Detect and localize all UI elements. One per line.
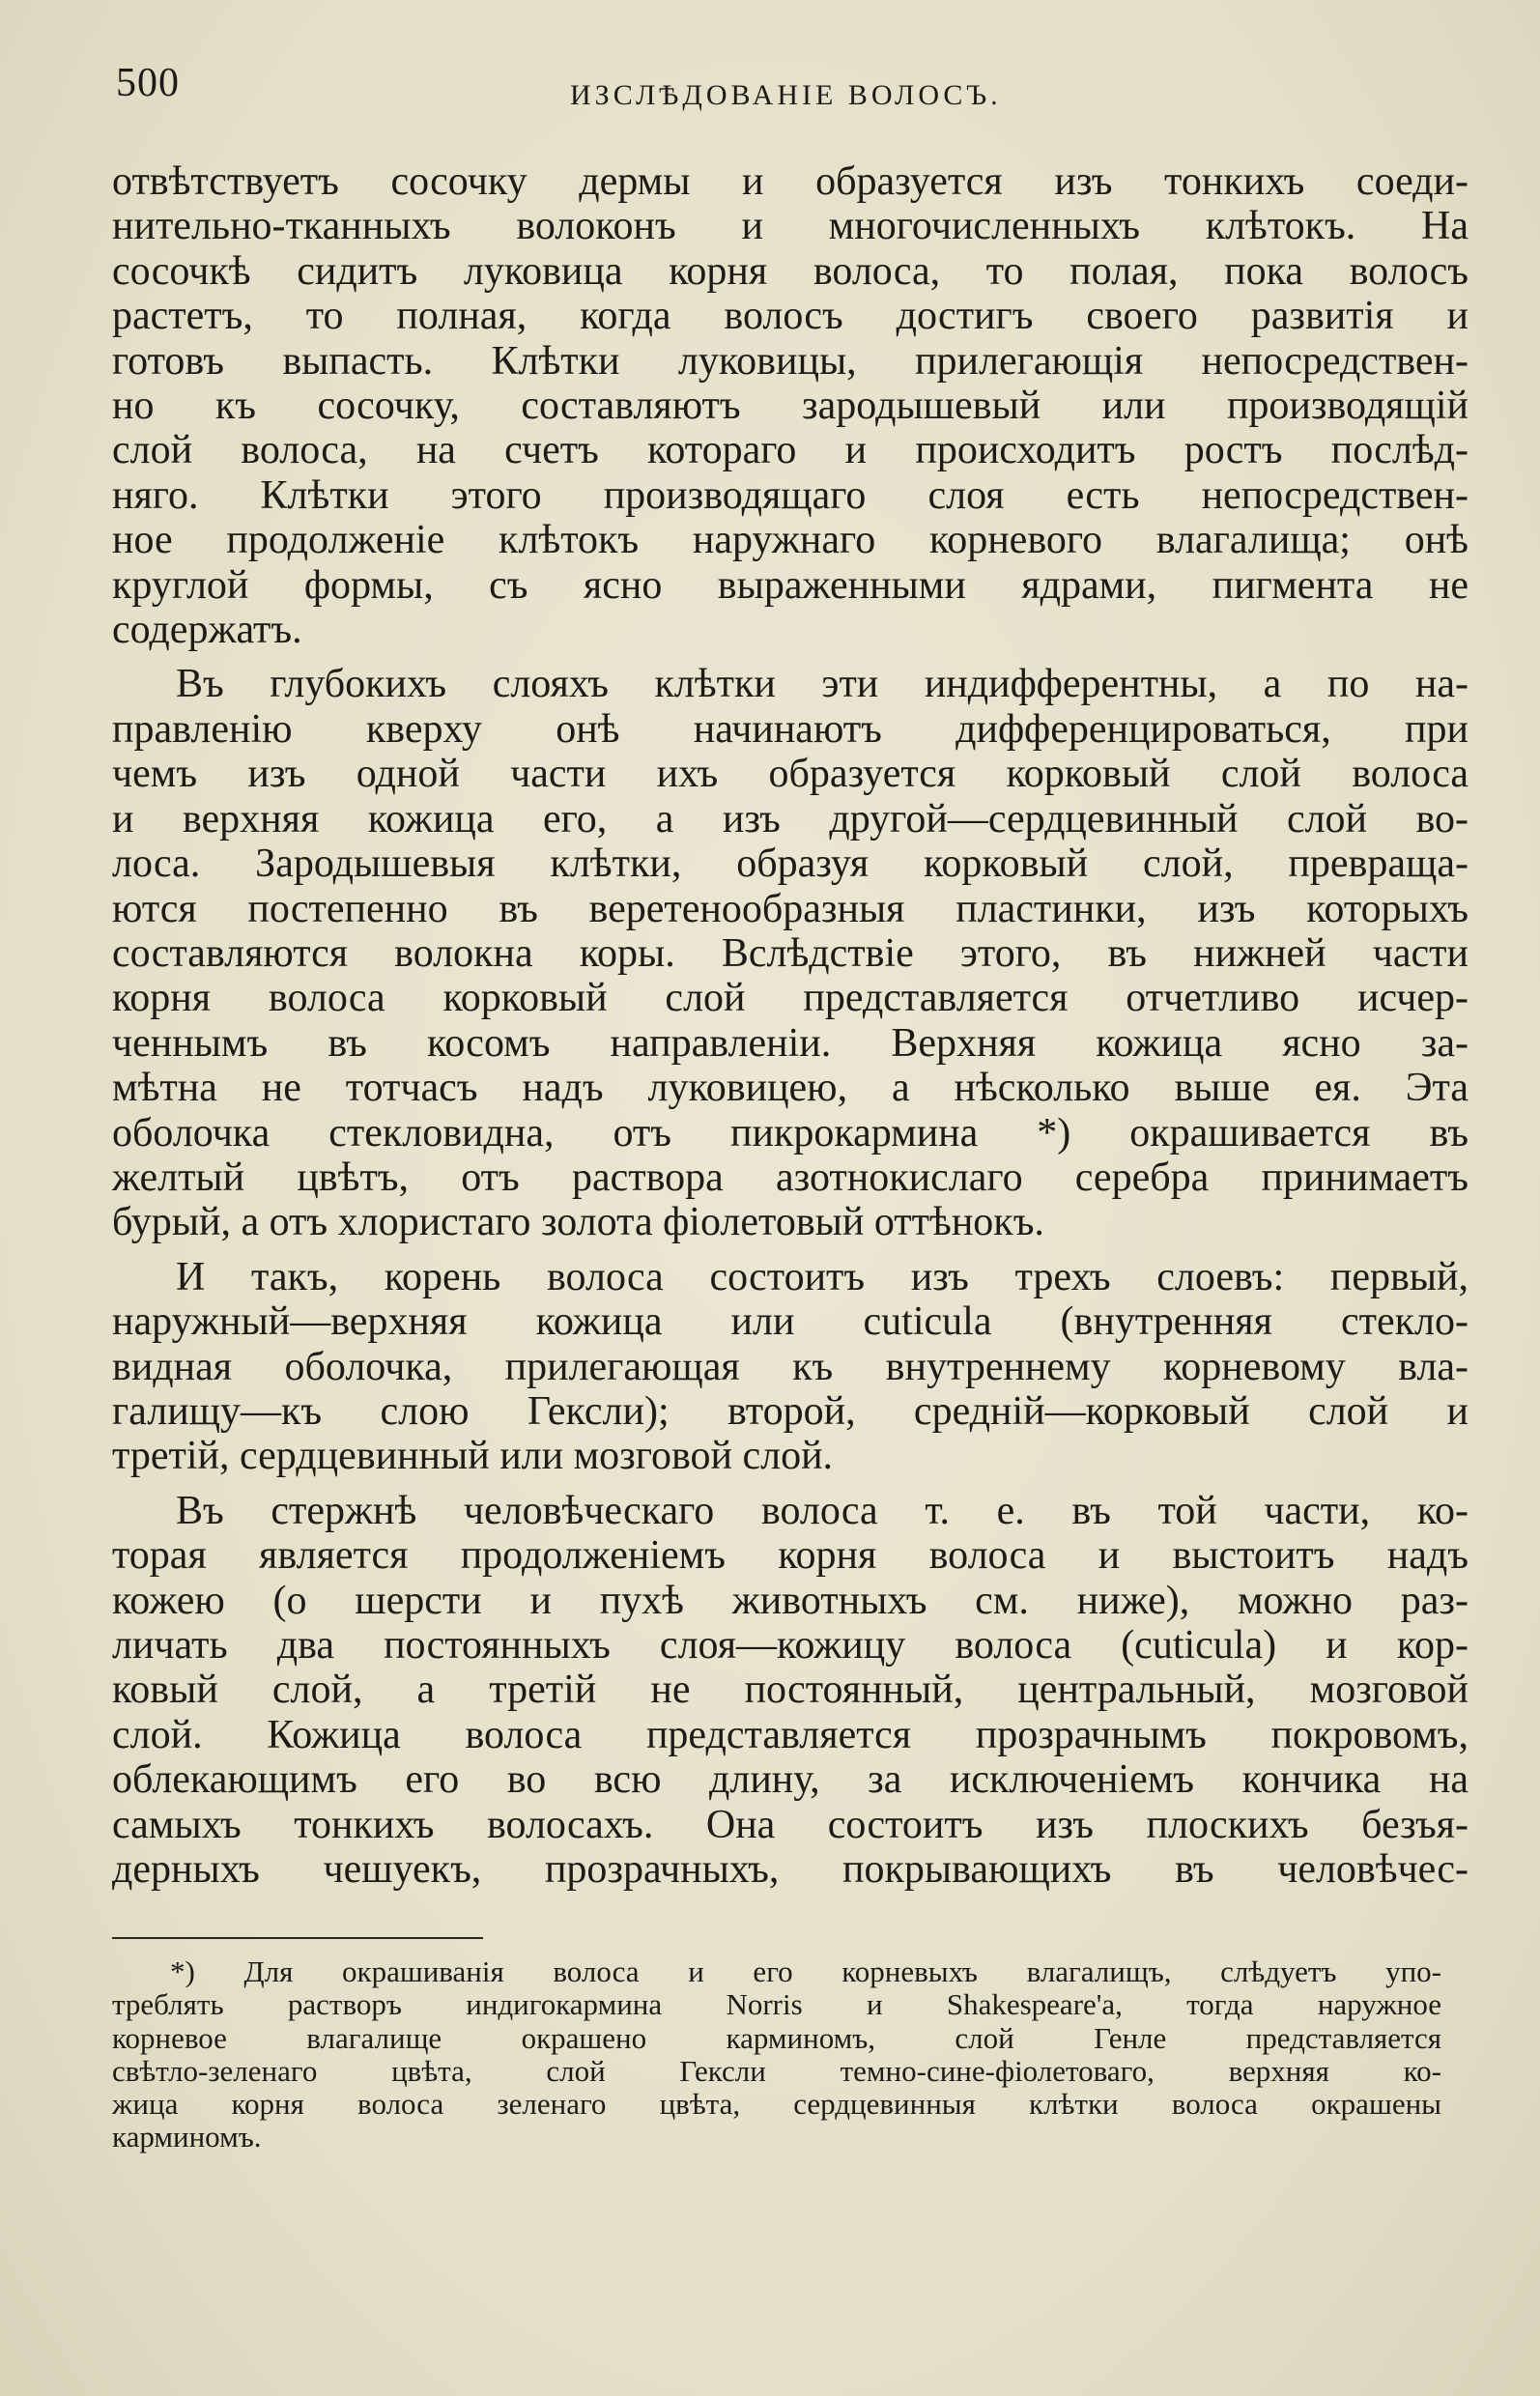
text-line: дерныхъ чешуекъ, прозрачныхъ, покрывающихъ въ человѣчес- (112, 1847, 1469, 1893)
main-text (112, 159, 1469, 1892)
text-line: личать два постоянныхъ слоя—кожицу волоса (cuticula) и кор- (112, 1623, 1469, 1668)
footnote-line: корневое влагалище окрашено карминомъ, слой Генле представляется (112, 2020, 1441, 2055)
text-line: ченнымъ въ косомъ направленіи. Верхняя кожица ясно за- (112, 1020, 1469, 1066)
text-line: слой волоса, на счетъ котораго и происходитъ ростъ послѣд- (112, 428, 1469, 473)
text-line: третій, сердцевинный или мозговой слой. (112, 1434, 834, 1479)
text-line: И такъ, корень волоса состоитъ изъ трехъ слоевъ: первый, (176, 1254, 1469, 1299)
text-line: наружный—верхняя кожица или cuticula (внутренняя стекло- (112, 1299, 1469, 1345)
footnote-line: свѣтло-зеленаго цвѣта, слой Гексли темно-сине-фіолетоваго, верхняя ко- (112, 2053, 1441, 2088)
running-head (116, 60, 1469, 118)
paragraph-gap (112, 652, 1469, 662)
paragraph-gap (112, 1245, 1469, 1255)
text-line: ное продолженіе клѣтокъ наружнаго корневого влагалища; онѣ (112, 518, 1469, 563)
text-line: круглой формы, съ ясно выраженными ядрами, пигмента не (112, 562, 1469, 608)
text-line: Въ стержнѣ человѣческаго волоса т. е. въ той части, ко- (176, 1488, 1469, 1533)
text-line: готовъ выпасть. Клѣтки луковицы, прилегающія непосредствен- (112, 338, 1469, 384)
text-line: желтый цвѣтъ, отъ раствора азотнокислаго серебра принимаетъ (112, 1155, 1469, 1200)
text-line: чемъ изъ одной части ихъ образуется корковый слой волоса (112, 752, 1469, 797)
text-line: корня волоса корковый слой представляется отчетливо исчер- (112, 976, 1469, 1021)
text-line: отвѣтствуетъ сосочку дермы и образуется изъ тонкихъ соеди- (112, 159, 1469, 204)
text-line: мѣтна не тотчасъ надъ луковицею, а нѣсколько выше ея. Эта (112, 1066, 1469, 1111)
text-line: но къ сосочку, составляютъ зародышевый или производящій (112, 384, 1469, 429)
text-line: сосочкѣ сидитъ луковица корня волоса, то полая, пока волосъ (112, 248, 1469, 294)
running-title: ИЗСЛѢДОВАНІЕ ВОЛОСЪ. (570, 79, 1002, 111)
text-line: видная оболочка, прилегающая къ внутреннему корневому вла- (112, 1344, 1469, 1389)
text-line: кожею (о шерсти и пухѣ животныхъ см. ниже), можно раз- (112, 1578, 1469, 1623)
paragraph-gap (112, 1479, 1469, 1489)
text-line: лоса. Зародышевыя клѣтки, образуя корковый слой, превраща- (112, 841, 1469, 887)
text-line: торая является продолженіемъ корня волоса и выстоитъ надъ (112, 1533, 1469, 1579)
text-line: растетъ, то полная, когда волосъ достигъ своего развитія и (112, 294, 1469, 339)
text-line: галищу—къ слою Гексли); второй, средній—корковый слой и (112, 1388, 1469, 1434)
footnote-rule (112, 1937, 483, 1939)
text-line: правленію кверху онѣ начинаютъ дифференцироваться, при (112, 706, 1469, 752)
text-line: бурый, а отъ хлористаго золота фіолетовый оттѣнокъ. (112, 1200, 1044, 1245)
text-line: слой. Кожица волоса представляется прозрачнымъ покровомъ, (112, 1712, 1469, 1757)
text-line: облекающимъ его во всю длину, за исключеніемъ кончика на (112, 1757, 1469, 1803)
text-line: оболочка стекловидна, отъ пикрокармина *) окрашивается въ (112, 1110, 1469, 1155)
text-line: ются постепенно въ веретенообразныя пластинки, изъ которыхъ (112, 886, 1469, 931)
text-line: составляются волокна коры. Вслѣдствіе этого, въ нижней части (112, 930, 1469, 976)
footnote-line: карминомъ. (112, 2120, 262, 2154)
footnote-line: жица корня волоса зеленаго цвѣта, сердцевинныя клѣтки волоса окрашены (112, 2087, 1441, 2122)
text-line: няго. Клѣтки этого производящаго слоя есть непосредствен- (112, 472, 1469, 518)
text-line: и верхняя кожица его, а изъ другой—сердцевинный слой во- (112, 796, 1469, 841)
text-line: самыхъ тонкихъ волосахъ. Она состоитъ изъ плоскихъ безъя- (112, 1802, 1469, 1847)
footnote (112, 1955, 1441, 2154)
text-line: Въ глубокихъ слояхъ клѣтки эти индифферентны, а по на- (176, 662, 1469, 707)
page-number: 500 (116, 61, 180, 105)
footnote-line: *) Для окрашиванія волоса и его корневыхъ влагалищъ, слѣдуетъ упо- (170, 1954, 1441, 1988)
text-line: ковый слой, а третій не постоянный, центральный, мозговой (112, 1668, 1469, 1713)
footnote-line: треблять растворъ индигокармина Norris и Shakespeare'a, тогда наружное (112, 1987, 1441, 2022)
text-line: содержатъ. (112, 608, 302, 653)
text-line: нительно-тканныхъ волоконъ и многочисленныхъ клѣтокъ. На (112, 204, 1469, 249)
